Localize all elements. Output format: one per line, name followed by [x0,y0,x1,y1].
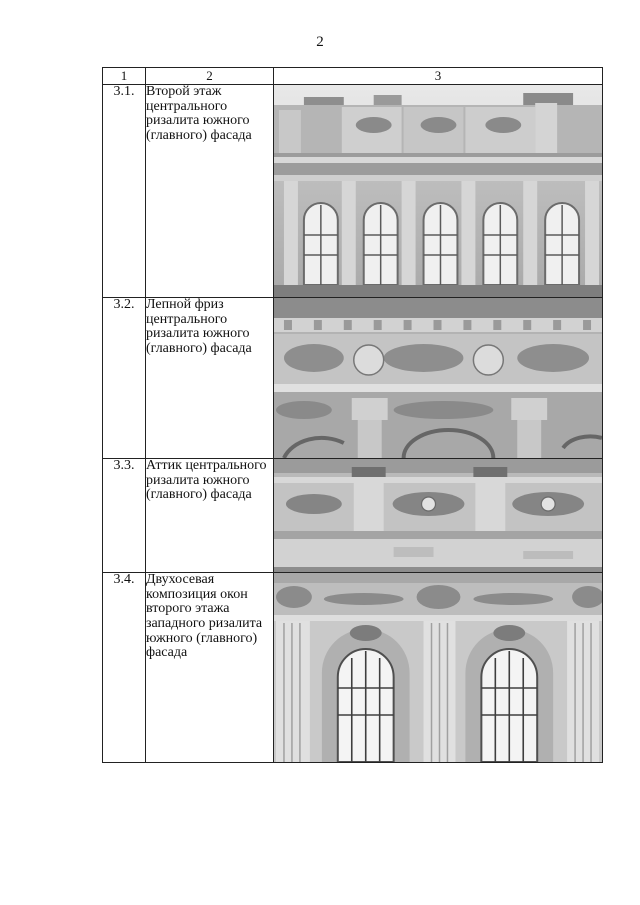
row-description: Второй этаж центрального ризалита южного (главного) фасада [146,85,274,298]
stucco-frieze-photo [274,298,603,459]
column-header: 2 [146,68,274,85]
attic-photo [274,459,603,573]
table-row [103,298,603,459]
column-header: 3 [274,68,603,85]
row-description: Лепной фриз центрального ризалита южного (главного) фасада [146,298,274,459]
page-number: 2 [316,34,324,50]
row-number: 3.3. [103,459,146,573]
table-row [103,459,603,573]
row-description: Аттик центрального ризалита южного (главного) фасада [146,459,274,573]
table-header-row [103,68,603,85]
monument-elements-table [102,67,603,763]
column-header: 1 [103,68,146,85]
two-axis-windows-photo [274,573,603,763]
facade-second-floor-photo [274,85,603,298]
row-description: Двухосевая композиция окон второго этажа западного ризалита южного (главного) фасада [146,573,274,763]
row-number: 3.4. [103,573,146,763]
row-number: 3.1. [103,85,146,298]
row-number: 3.2. [103,298,146,459]
table-row [103,85,603,298]
table-row [103,573,603,763]
